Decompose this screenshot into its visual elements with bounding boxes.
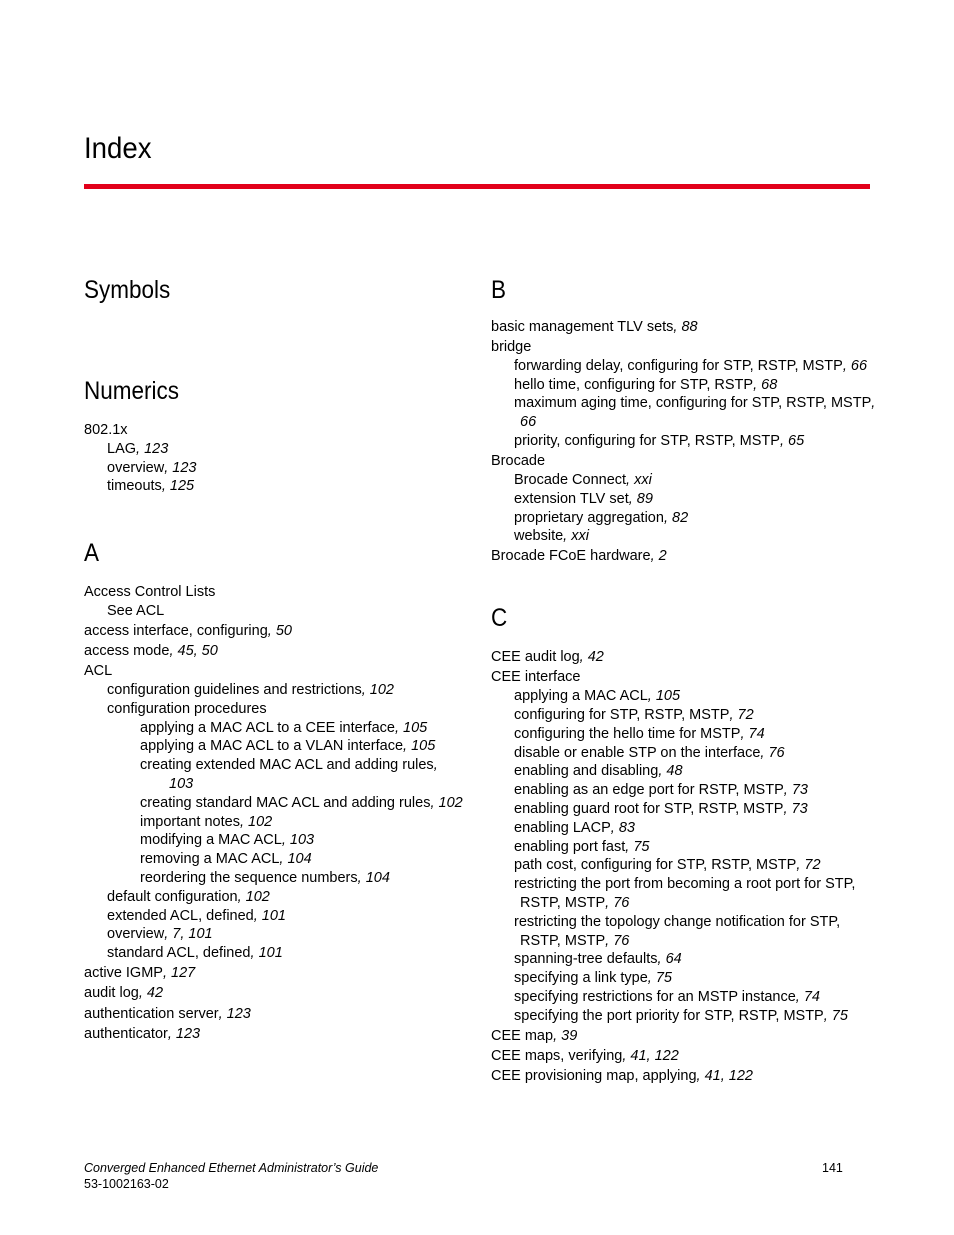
index-entry-page-ref[interactable]: 64 — [665, 951, 682, 968]
index-entry-term: spanning-tree defaults — [514, 951, 658, 968]
index-entry — [491, 509, 871, 528]
index-entry-page-ref[interactable]: 66 — [850, 357, 868, 374]
index-entry — [491, 648, 871, 667]
index-entry — [84, 984, 464, 1003]
index-entry-term: enabling port fast — [514, 838, 626, 855]
index-entry-term: applying a MAC ACL — [514, 688, 648, 705]
index-entry-page-ref[interactable]: 105 — [655, 688, 681, 705]
index-entry — [84, 907, 464, 926]
index-entry-term: See ACL — [107, 602, 165, 619]
index-entry-term: enabling guard root for STP, RSTP, MSTP — [514, 800, 784, 817]
index-entry-page-ref[interactable]: 72 — [737, 706, 754, 723]
index-entry-term: restricting the port from becoming a root port for STP, — [514, 876, 856, 893]
index-entry-term: LAG — [107, 440, 137, 457]
index-entry-page-ref[interactable]: 68 — [761, 376, 778, 393]
index-entry — [84, 681, 464, 700]
index-entry-term: hello time, configuring for STP, RSTP — [514, 376, 754, 393]
index-entry-page-ref[interactable]: 123 — [144, 440, 169, 457]
index-entry-separator: , — [625, 838, 634, 855]
index-entry — [84, 964, 464, 983]
index-entry-separator: , — [138, 985, 147, 1002]
index-entry-term: CEE audit log — [491, 649, 580, 666]
page-title: Index — [84, 132, 152, 165]
index-entry-term: active IGMP — [84, 965, 163, 982]
index-entry-page-ref[interactable]: 123 — [226, 1005, 251, 1022]
index-entry-term: Brocade Connect — [514, 471, 627, 488]
index-entry-term: bridge — [491, 339, 532, 356]
index-entry — [491, 781, 871, 800]
index-entry-separator: , — [361, 682, 370, 699]
index-entry — [491, 744, 871, 763]
index-entry-term: proprietary aggregation — [514, 509, 664, 526]
index-entry-continued — [514, 413, 871, 432]
index-entry-separator: , — [657, 951, 666, 968]
footer-page-number: 141 — [822, 1161, 843, 1175]
index-entry-separator: , — [622, 1047, 631, 1064]
title-rule — [84, 184, 870, 189]
index-entry-separator: , — [167, 1025, 176, 1042]
index-entry-separator: , — [579, 649, 588, 666]
index-entry-page-ref[interactable]: 88 — [681, 319, 698, 335]
index-entry-term: Brocade FCoE hardware — [491, 548, 651, 565]
index-entry-separator: , — [253, 907, 262, 924]
index-column-left — [84, 272, 464, 1043]
index-entry-page-ref[interactable]: 42 — [587, 649, 604, 666]
index-entry-term: removing a MAC ACL — [140, 851, 280, 868]
index-entry-separator: , — [433, 757, 438, 774]
section-heading-b: B — [491, 276, 507, 304]
index-entry-term: extension TLV set — [514, 490, 629, 507]
index-entry-page-ref[interactable]: 50 — [275, 623, 292, 640]
c-entries — [491, 648, 871, 1086]
index-entry-page-ref[interactable]: 123 — [172, 459, 197, 476]
numerics-entries — [84, 421, 464, 496]
index-entry-separator: , — [403, 738, 412, 755]
index-entry-separator: , — [842, 357, 851, 374]
index-entry — [84, 1025, 464, 1044]
index-entry — [491, 988, 871, 1007]
index-entry-separator: , — [164, 926, 173, 943]
index-entry-page-ref[interactable]: 75 — [655, 970, 672, 987]
section-heading-numerics: Numerics — [84, 377, 180, 405]
index-entry-separator: , — [729, 706, 738, 723]
index-entry-separator: , — [279, 851, 288, 868]
index-entry-term-continued — [514, 894, 871, 913]
index-entry — [84, 662, 464, 681]
index-entry-term: CEE maps, verifying — [491, 1047, 623, 1064]
index-entry-separator: , — [250, 945, 259, 962]
index-entry-page-ref[interactable]: 103 — [169, 776, 194, 793]
index-entry-term-line2: RSTP, MSTP — [520, 894, 606, 911]
index-entry-separator: , — [610, 819, 619, 836]
index-entry-separator: , — [783, 800, 792, 817]
index-entry-continued — [140, 775, 464, 794]
index-entry — [491, 762, 871, 781]
index-entry-separator: , — [563, 528, 572, 545]
index-entry-separator: , — [605, 894, 614, 911]
index-entry — [84, 794, 464, 813]
index-entry — [491, 706, 871, 725]
index-entry-separator: , — [796, 857, 805, 874]
index-entry — [84, 440, 464, 459]
index-entry — [491, 819, 871, 838]
index-entry-page-ref[interactable]: 41, 122 — [630, 1047, 679, 1064]
index-entry-term: authenticator — [84, 1025, 168, 1042]
index-entry — [491, 668, 871, 687]
index-entry — [84, 642, 464, 661]
index-entry-term: disable or enable STP on the interface — [514, 744, 761, 761]
index-entry-separator: , — [281, 832, 290, 849]
index-entry-page-ref[interactable]: 73 — [791, 800, 808, 817]
index-entry — [491, 969, 871, 988]
index-entry-separator: , — [430, 794, 439, 811]
index-entry-term: creating extended MAC ACL and adding rules — [140, 757, 434, 774]
section-heading-a: A — [84, 539, 100, 568]
index-entry — [84, 477, 464, 496]
index-entry-separator: , — [239, 813, 249, 830]
index-entry-term: configuration guidelines and restrictions — [107, 682, 362, 699]
index-entry-page-ref[interactable]: 7, 101 — [172, 926, 213, 943]
index-entry-separator: , — [871, 395, 876, 412]
b-entries — [491, 318, 876, 566]
index-entry-term: forwarding delay, configuring for STP, RSTP, MSTP — [514, 357, 843, 374]
index-entry-page-ref[interactable]: 89 — [636, 490, 653, 507]
index-entry-term: CEE provisioning map, applying — [491, 1067, 697, 1084]
index-entry-term: CEE map — [491, 1027, 554, 1044]
footer-doc-number: 53-1002163-02 — [84, 1177, 169, 1191]
index-entry — [84, 888, 464, 907]
index-entry — [84, 813, 464, 832]
index-entry-term: enabling as an edge port for RSTP, MSTP — [514, 782, 784, 799]
index-entry-separator: , — [161, 478, 170, 495]
index-entry-term-line2: RSTP, MSTP — [520, 932, 606, 949]
index-entry-term: maximum aging time, configuring for STP, RSTP, MSTP — [514, 395, 872, 412]
index-entry-page-ref[interactable]: 75 — [831, 1007, 848, 1024]
index-entry — [491, 338, 871, 357]
index-entry-term: creating standard MAC ACL and adding rules — [140, 794, 431, 811]
index-entry — [84, 869, 464, 888]
index-entry-term: basic management TLV sets — [491, 319, 674, 335]
index-entry — [491, 527, 871, 546]
index-entry-separator: , — [795, 988, 804, 1005]
index-entry — [84, 925, 464, 944]
index-entry-term: reordering the sequence numbers — [140, 870, 358, 887]
index-entry-term: access interface, configuring — [84, 623, 268, 640]
index-entry-page-ref[interactable]: 74 — [803, 988, 820, 1005]
index-entry-term-continued — [514, 932, 871, 951]
index-entry-term: overview — [107, 459, 165, 476]
index-entry-page-ref[interactable]: 105 — [411, 738, 436, 755]
index-entry-term: specifying the port priority for STP, RSTP, MSTP — [514, 1007, 824, 1024]
index-entry — [84, 1005, 464, 1024]
index-entry-separator: , — [164, 459, 173, 476]
index-entry — [491, 1067, 871, 1086]
index-entry-page-ref[interactable]: 105 — [403, 719, 428, 736]
index-entry — [491, 875, 871, 913]
section-heading-symbols: Symbols — [84, 276, 171, 304]
index-entry-separator: , — [267, 623, 276, 640]
index-entry-term: CEE interface — [491, 669, 581, 686]
index-entry — [491, 432, 871, 451]
index-entry-term: specifying restrictions for an MSTP instance — [514, 988, 796, 1005]
index-entry-page-ref[interactable]: 101 — [258, 945, 283, 962]
index-entry-page-ref[interactable]: 76 — [613, 894, 630, 911]
index-entry-term: restricting the topology change notification for STP, — [514, 913, 841, 930]
index-entry-page-ref[interactable]: 102 — [248, 813, 273, 830]
index-entry-separator: , — [394, 719, 404, 736]
index-entry — [84, 756, 464, 794]
index-entry-page-ref[interactable]: 66 — [520, 414, 537, 431]
index-entry — [491, 725, 871, 744]
index-entry — [491, 490, 871, 509]
index-entry-separator: , — [658, 763, 667, 780]
index-entry-page-ref[interactable]: 103 — [289, 832, 315, 849]
index-entry-term: Brocade — [491, 453, 546, 470]
index-entry-page-ref[interactable]: 76 — [613, 932, 630, 949]
index-entry — [84, 583, 464, 602]
index-entry-term: overview — [107, 926, 165, 943]
index-entry-page-ref[interactable]: 48 — [666, 763, 683, 780]
index-entry-term: path cost, configuring for STP, RSTP, MSTP — [514, 857, 797, 874]
index-entry-page-ref[interactable]: 75 — [633, 838, 650, 855]
index-entry-separator: , — [628, 490, 637, 507]
index-entry-term: timeouts — [107, 478, 162, 495]
index-entry-separator: , — [650, 548, 659, 565]
index-entry — [491, 1007, 871, 1026]
index-entry — [84, 459, 464, 478]
index-entry-page-ref[interactable]: 127 — [171, 965, 196, 982]
index-entry-separator: , — [647, 970, 656, 987]
index-entry-term: standard ACL, defined — [107, 945, 251, 962]
index-entry-page-ref[interactable]: 45, 50 — [177, 643, 218, 660]
a-entries — [84, 583, 464, 1043]
index-entry-separator: , — [553, 1027, 562, 1044]
index-entry-term: access mode — [84, 643, 170, 660]
index-entry-page-ref[interactable]: 72 — [804, 857, 821, 874]
index-entry — [84, 622, 464, 641]
index-entry — [491, 838, 871, 857]
index-entry — [491, 547, 871, 566]
index-entry-separator: , — [779, 433, 788, 450]
index-entry — [491, 800, 871, 819]
footer-left — [84, 1160, 378, 1192]
index-entry-term: priority, configuring for STP, RSTP, MSTP — [514, 433, 780, 450]
index-entry-term: configuration procedures — [107, 700, 267, 717]
index-entry-term: applying a MAC ACL to a VLAN interface — [140, 738, 404, 755]
index-entry — [84, 850, 464, 869]
index-entry — [491, 950, 871, 969]
index-entry — [491, 856, 871, 875]
index-entry-term: configuring the hello time for MSTP — [514, 725, 741, 742]
index-entry-separator: , — [760, 744, 769, 761]
index-entry-separator: , — [136, 440, 145, 457]
index-entry — [491, 471, 871, 490]
index-entry — [84, 700, 464, 719]
index-entry-separator: , — [663, 509, 672, 526]
index-entry-term: enabling LACP — [514, 819, 611, 836]
index-entry-term: 802.1x — [84, 422, 128, 438]
index-entry-page-ref[interactable]: 101 — [261, 907, 286, 924]
index-entry-term: Access Control Lists — [84, 584, 216, 601]
index-entry — [84, 719, 464, 738]
index-entry-separator: , — [169, 643, 178, 660]
index-entry — [84, 421, 464, 440]
index-entry-term: website — [514, 528, 564, 545]
index-entry-term: enabling and disabling — [514, 763, 659, 780]
index-entry-page-ref[interactable]: 104 — [365, 870, 390, 887]
index-entry-separator: , — [357, 870, 366, 887]
index-entry-term: default configuration — [107, 888, 238, 905]
index-entry-page-ref[interactable]: 2 — [658, 548, 667, 565]
index-entry-page-ref[interactable]: 73 — [791, 782, 808, 799]
index-entry-page-ref[interactable]: 42 — [146, 985, 164, 1002]
index-entry-separator: , — [740, 725, 749, 742]
index-entry-page-ref[interactable]: 83 — [618, 819, 635, 836]
index-entry — [491, 913, 871, 951]
index-entry — [491, 452, 871, 471]
index-entry — [491, 394, 876, 432]
index-entry — [491, 1027, 871, 1046]
index-entry-page-ref[interactable]: xxi — [634, 471, 652, 488]
index-entry-separator: , — [673, 319, 682, 335]
index-entry-separator: , — [753, 376, 762, 393]
index-entry-separator: , — [823, 1007, 832, 1024]
section-heading-c: C — [491, 604, 508, 633]
index-entry — [491, 376, 871, 395]
index-entry-page-ref[interactable]: 102 — [438, 794, 463, 811]
index-entry-separator: , — [218, 1005, 227, 1022]
index-entry-separator: , — [626, 471, 635, 488]
index-entry — [84, 602, 464, 621]
index-column-right — [491, 272, 876, 1086]
index-entry-separator: , — [647, 688, 656, 705]
index-entry-page-ref[interactable]: 125 — [169, 478, 195, 495]
index-entry-page-ref[interactable]: 39 — [561, 1027, 578, 1044]
index-entry-page-ref[interactable]: 104 — [287, 851, 312, 868]
index-entry-term: extended ACL, defined — [107, 907, 254, 924]
index-entry-term: audit log — [84, 985, 139, 1002]
index-entry-page-ref[interactable]: 82 — [672, 509, 689, 526]
index-entry — [84, 944, 464, 963]
index-entry-page-ref[interactable]: 41, 122 — [704, 1067, 753, 1084]
index-entry-page-ref[interactable]: 65 — [788, 433, 805, 450]
index-entry-page-ref[interactable]: 76 — [768, 744, 785, 761]
index-entry-term: configuring for STP, RSTP, MSTP — [514, 706, 730, 723]
index-entry-page-ref[interactable]: xxi — [571, 528, 589, 545]
index-entry-term: applying a MAC ACL to a CEE interface — [140, 719, 395, 736]
index-entry — [84, 831, 464, 850]
index-entry-term: important notes — [140, 813, 240, 830]
index-entry-separator: , — [696, 1067, 705, 1084]
index-entry — [84, 737, 464, 756]
index-entry-term: authentication server — [84, 1005, 219, 1022]
index-entry-page-ref[interactable]: 74 — [748, 725, 765, 742]
index-entry — [491, 318, 871, 337]
index-entry — [491, 687, 871, 706]
index-entry-term: modifying a MAC ACL — [140, 832, 282, 849]
index-entry-page-ref[interactable]: 123 — [175, 1025, 201, 1042]
index-entry-page-ref[interactable]: 102 — [245, 888, 270, 905]
index-entry-term: specifying a link type — [514, 970, 648, 987]
index-entry-page-ref[interactable]: 102 — [369, 682, 394, 699]
index-entry-term: ACL — [84, 663, 113, 680]
index-entry-separator: , — [783, 782, 792, 799]
index-entry-separator: , — [162, 965, 172, 982]
index-entry-separator: , — [237, 888, 246, 905]
index-entry-separator: , — [605, 932, 614, 949]
footer-guide-title: Converged Enhanced Ethernet Administrator’s Guide — [84, 1161, 379, 1175]
index-entry — [491, 1047, 871, 1066]
index-entry — [491, 357, 871, 376]
